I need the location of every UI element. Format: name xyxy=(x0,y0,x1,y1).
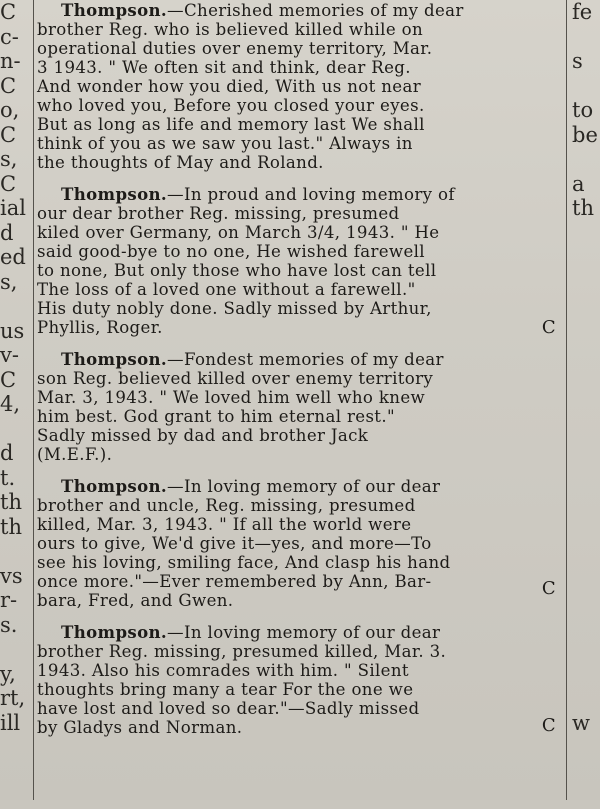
right-margin-fragment xyxy=(572,490,600,515)
left-margin-fragment: 4, xyxy=(0,392,21,416)
right-margin-fragment xyxy=(572,662,600,687)
left-margin-fragment: ill xyxy=(0,710,21,735)
left-margin-fragment: o, xyxy=(0,98,20,122)
memorial-notices-column xyxy=(37,0,578,737)
notice-line: brother and uncle, Reg. missing, presumed xyxy=(37,496,416,515)
notice-line: brother Reg. missing, presumed killed, Mar. 3. xyxy=(37,642,447,661)
left-margin-fragment: ed xyxy=(0,245,26,269)
notice-line: the thoughts of May and Roland. xyxy=(37,153,324,172)
left-margin-fragment: n- xyxy=(0,49,21,73)
memorial-notice xyxy=(37,1,578,172)
notice-line: to none, But only those who have lost can tell xyxy=(37,261,437,280)
right-margin-fragment: be xyxy=(572,122,598,147)
notice-line: Phyllis, Roger. xyxy=(37,318,163,337)
classified-mark: C xyxy=(541,715,556,736)
notice-line: see his loving, smiling face, And clasp his hand xyxy=(37,553,451,572)
left-margin-fragment: vs xyxy=(0,563,23,588)
memorial-notice xyxy=(37,623,578,737)
left-margin-fragment: y, xyxy=(0,661,16,686)
right-margin-fragment xyxy=(572,343,600,368)
notice-line: thoughts bring many a tear For the one we xyxy=(37,680,414,699)
left-margin-fragment xyxy=(0,637,32,662)
left-margin-fragment: t. xyxy=(0,465,16,490)
memorial-notice xyxy=(37,185,578,337)
left-margin-fragment xyxy=(0,539,32,564)
left-margin-fragment: c- xyxy=(0,24,19,49)
right-margin-fragment xyxy=(572,25,600,50)
column-rule-right xyxy=(566,0,567,800)
left-margin-fragment: d xyxy=(0,220,14,245)
left-margin-fragment xyxy=(0,735,32,760)
right-margin-fragment xyxy=(572,735,600,760)
notice-line: operational duties over enemy territory, Mar. xyxy=(37,39,433,58)
right-margin-fragment xyxy=(572,368,600,393)
right-margin-fragment: th xyxy=(572,196,594,220)
notice-name: Thompson. xyxy=(61,0,168,20)
notice-line: The loss of a loved one without a farewell." xyxy=(37,280,416,299)
notice-name: Thompson. xyxy=(61,349,168,369)
left-margin-fragment: th xyxy=(0,514,22,539)
notice-line: His duty nobly done. Sadly missed by Arthur, xyxy=(37,299,432,318)
right-margin-fragment xyxy=(572,637,600,662)
left-margin-fragment xyxy=(0,760,32,785)
right-margin-fragment xyxy=(572,319,600,344)
notice-line: by Gladys and Norman. xyxy=(37,718,243,737)
left-column-edge xyxy=(0,0,32,809)
right-margin-fragment: fe xyxy=(572,0,593,24)
notice-line: kiled over Germany, on March 3/4, 1943. " He xyxy=(37,223,440,242)
left-margin-fragment: us xyxy=(0,318,25,343)
notice-line: think of you as we saw you last." Always in xyxy=(37,134,413,153)
notice-name: Thompson. xyxy=(61,476,168,496)
right-margin-fragment: s xyxy=(572,49,583,73)
left-margin-fragment: rt, xyxy=(0,686,26,710)
left-margin-fragment: v- xyxy=(0,343,19,367)
classified-mark: C xyxy=(541,578,556,599)
notice-line: —Fondest memories of my dear xyxy=(167,350,444,369)
classified-mark: C xyxy=(541,317,556,338)
left-margin-fragment xyxy=(0,417,32,442)
notice-line: —Cherished memories of my dear xyxy=(167,1,464,20)
notice-line: 3 1943. " We often sit and think, dear Reg. xyxy=(37,58,411,77)
notice-line: once more."—Ever remembered by Ann, Bar- xyxy=(37,572,432,591)
right-margin-fragment: a xyxy=(572,171,585,196)
notice-line: 1943. Also his comrades with him. " Silent xyxy=(37,661,409,680)
right-margin-fragment xyxy=(572,613,600,638)
right-margin-fragment xyxy=(572,564,600,589)
left-margin-fragment: C xyxy=(0,171,17,196)
notice-line: him best. God grant to him eternal rest." xyxy=(37,407,395,426)
right-margin-fragment xyxy=(572,515,600,540)
right-margin-fragment xyxy=(572,221,600,246)
left-margin-fragment xyxy=(0,294,32,319)
right-margin-fragment xyxy=(572,147,600,172)
notice-line: Mar. 3, 1943. " We loved him well who knew xyxy=(37,388,426,407)
left-margin-fragment: s, xyxy=(0,147,18,171)
left-margin-fragment: ial xyxy=(0,196,26,220)
notice-line: have lost and loved so dear."—Sadly missed xyxy=(37,699,420,718)
left-margin-fragment: C xyxy=(0,367,17,392)
left-margin-fragment: d xyxy=(0,441,14,465)
right-margin-fragment xyxy=(572,760,600,785)
notice-line: our dear brother Reg. missing, presumed xyxy=(37,204,400,223)
right-margin-fragment xyxy=(572,392,600,417)
notice-line: —In loving memory of our dear xyxy=(167,623,441,642)
left-margin-fragment: th xyxy=(0,490,22,514)
right-margin-fragment xyxy=(572,539,600,564)
notice-line: But as long as life and memory last We shall xyxy=(37,115,425,134)
notice-line: ours to give, We'd give it—yes, and more—To xyxy=(37,534,432,553)
notice-line: son Reg. believed killed over enemy territory xyxy=(37,369,434,388)
notice-line: brother Reg. who is believed killed while on xyxy=(37,20,424,39)
right-margin-fragment: w xyxy=(572,710,590,735)
right-margin-fragment xyxy=(572,466,600,491)
right-column-edge xyxy=(572,0,600,809)
left-margin-fragment: s, xyxy=(0,269,18,294)
notice-line: —In loving memory of our dear xyxy=(167,477,441,496)
memorial-notice xyxy=(37,477,578,610)
notice-line: who loved you, Before you closed your eyes. xyxy=(37,96,425,115)
notice-line: —In proud and loving memory of xyxy=(167,185,455,204)
notice-line: said good-bye to no one, He wished farewell xyxy=(37,242,425,261)
right-margin-fragment xyxy=(572,784,600,809)
right-margin-fragment xyxy=(572,588,600,613)
left-margin-fragment: C xyxy=(0,73,17,98)
left-margin-fragment: C xyxy=(0,122,17,147)
notice-line: bara, Fred, and Gwen. xyxy=(37,591,234,610)
right-margin-fragment xyxy=(572,686,600,711)
right-margin-fragment xyxy=(572,294,600,319)
left-margin-fragment: s. xyxy=(0,612,18,637)
column-rule-left xyxy=(33,0,34,800)
notice-line: (M.E.F.). xyxy=(37,445,113,464)
left-margin-fragment xyxy=(0,784,32,809)
right-margin-fragment xyxy=(572,270,600,295)
notice-line: And wonder how you died, With us not near xyxy=(37,77,421,96)
memorial-notice xyxy=(37,350,578,464)
right-margin-fragment xyxy=(572,245,600,270)
notice-line: killed, Mar. 3, 1943. " If all the world were xyxy=(37,515,412,534)
right-margin-fragment xyxy=(572,74,600,99)
right-margin-fragment xyxy=(572,417,600,442)
left-margin-fragment: r- xyxy=(0,588,18,612)
notice-name: Thompson. xyxy=(61,184,168,204)
notice-name: Thompson. xyxy=(61,622,168,642)
left-margin-fragment: C xyxy=(0,0,17,24)
notice-line: Sadly missed by dad and brother Jack xyxy=(37,426,369,445)
right-margin-fragment xyxy=(572,441,600,466)
right-margin-fragment: to xyxy=(572,98,594,122)
